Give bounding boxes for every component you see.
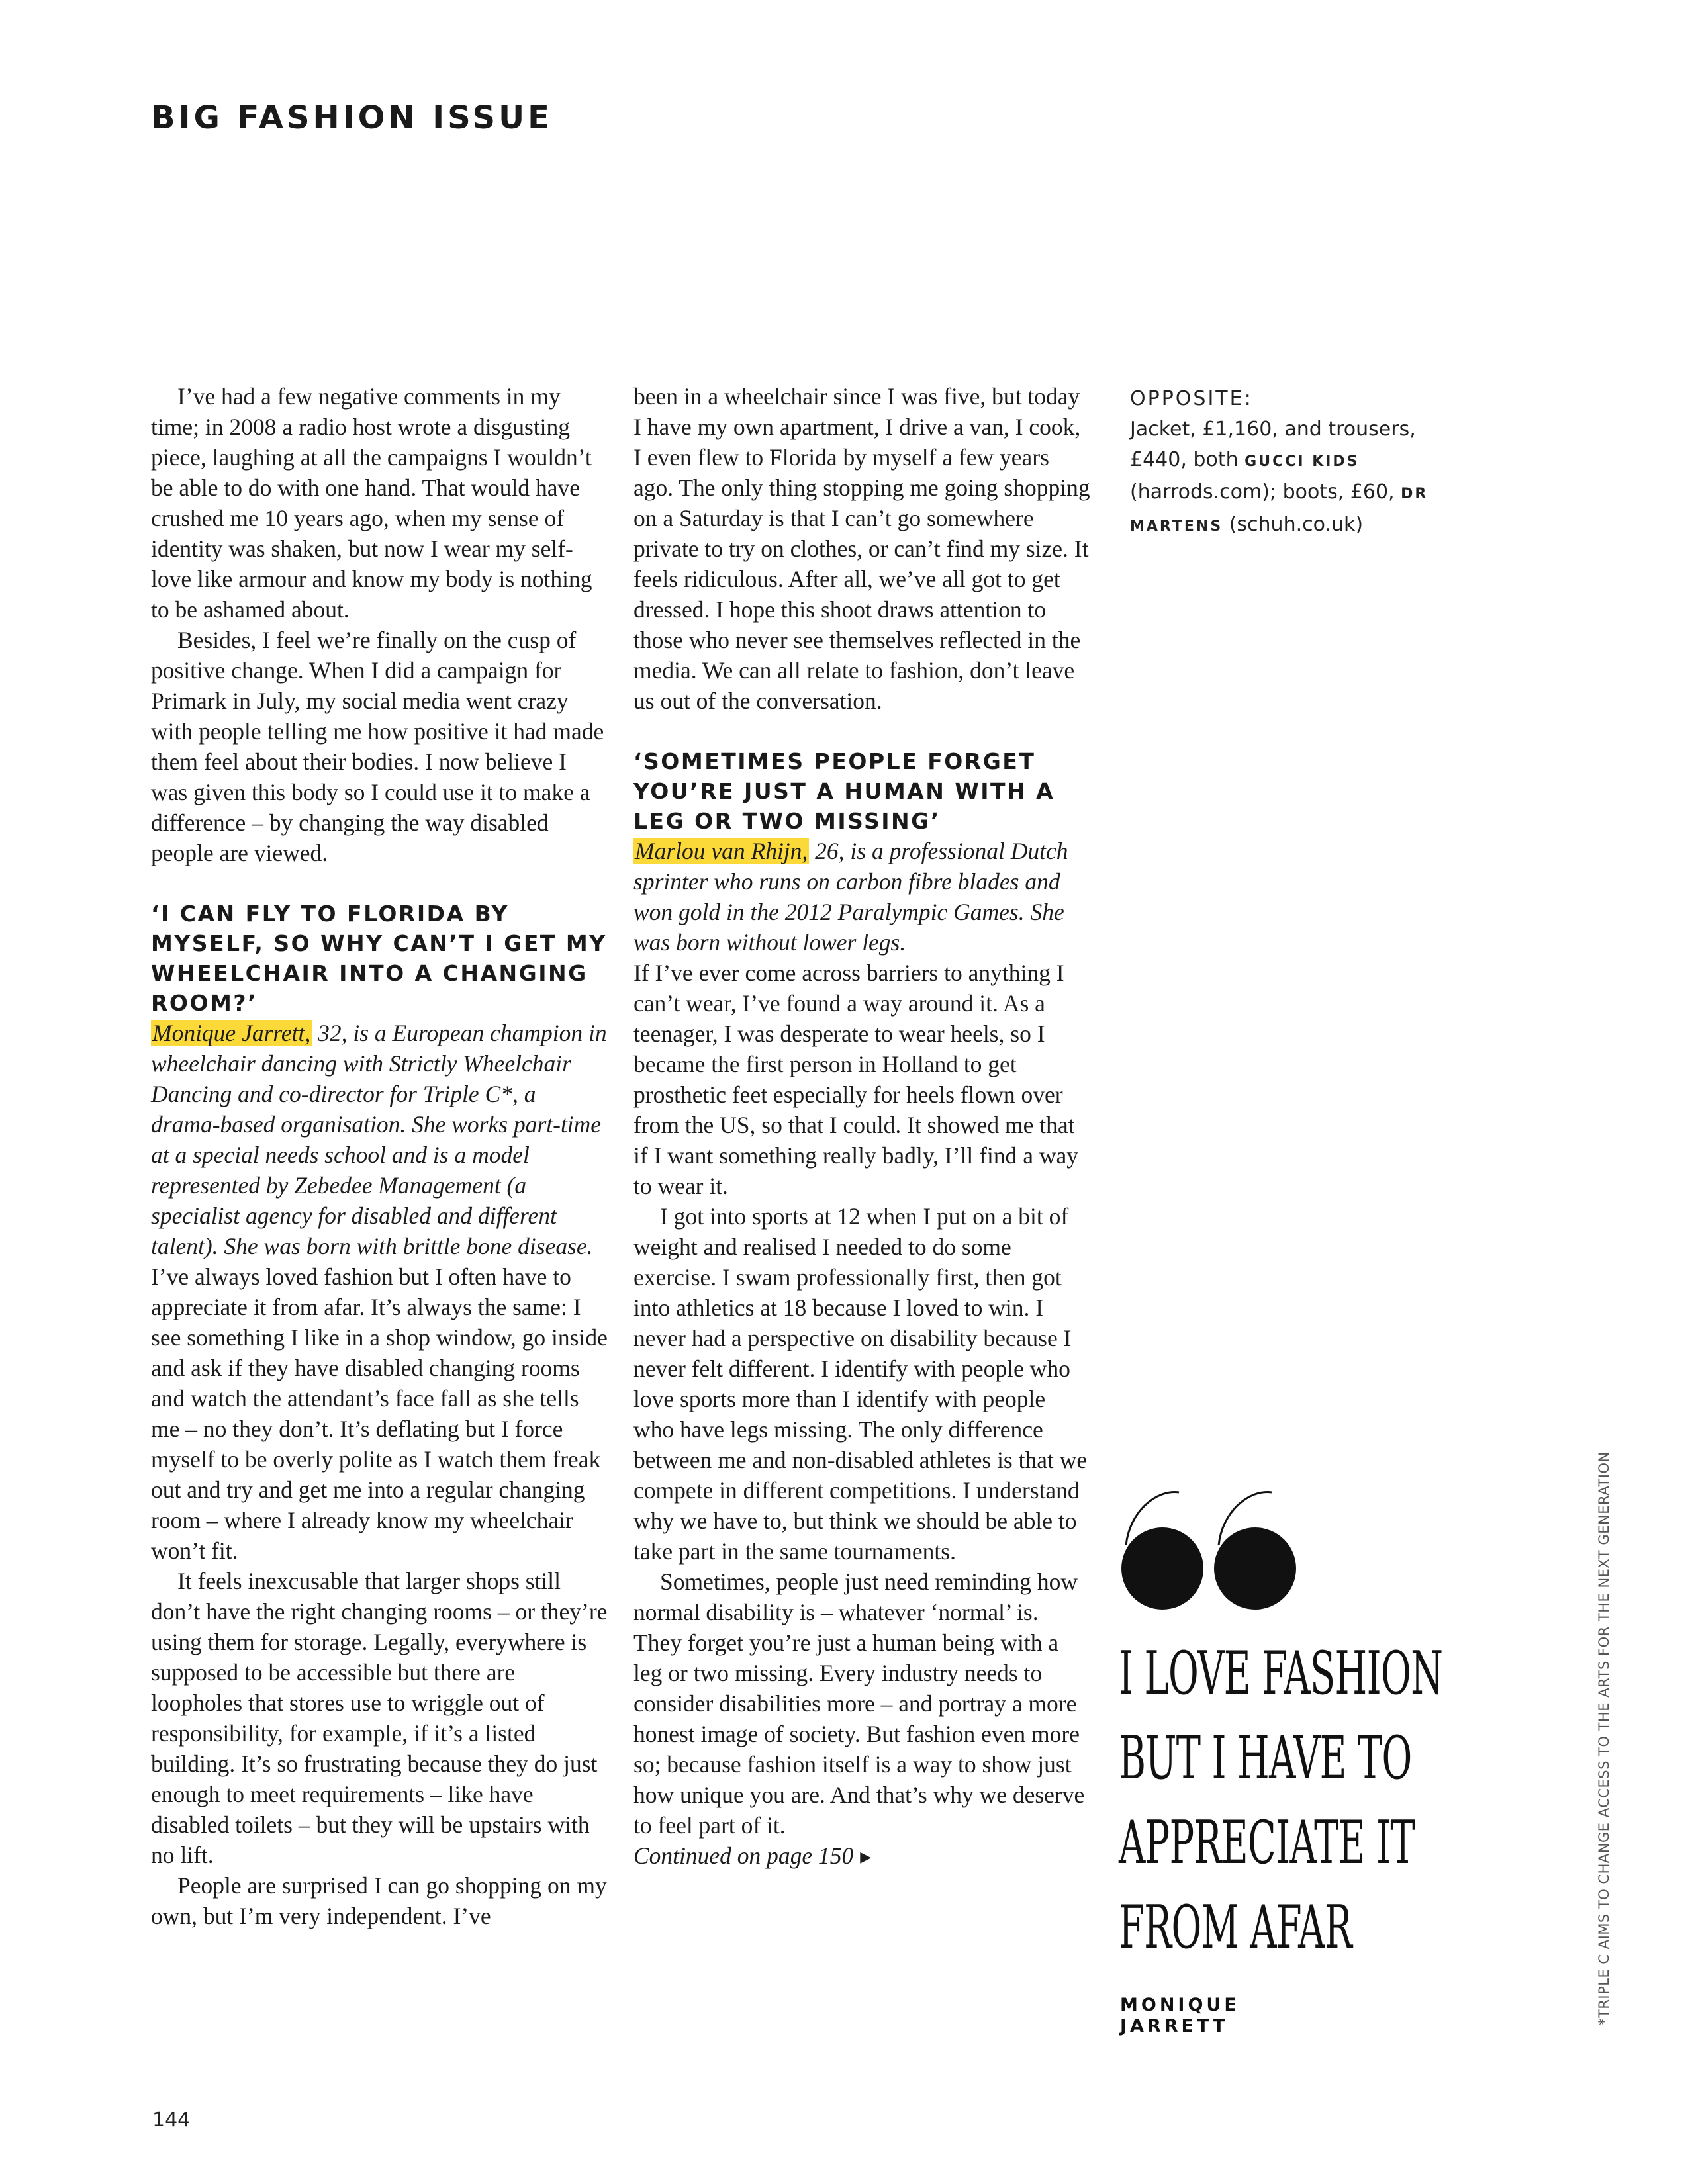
paragraph: Besides, I feel we’re finally on the cusp of positive change. When I did a campaign for Primark in July, my social media went crazy with people telling me how positive it had made them feel about their bodies. I now believe I was given this body so I could use it to make a difference – by changing the way disabled people are viewed. bbox=[151, 627, 604, 866]
pull-quote-line: BUT I HAVE TO bbox=[1119, 1723, 1412, 1793]
intro-marlou bbox=[633, 836, 1090, 958]
continued-text: Continued on page 150 bbox=[633, 1843, 854, 1869]
highlighted-name: Marlou van Rhijn, bbox=[635, 838, 808, 864]
intro-text: 26, is a professional Dutch sprinter who runs on carbon fibre blades and won gold in the 2012 Paralympic Games. She was born without lower legs. bbox=[633, 838, 1068, 956]
paragraph: Sometimes, people just need reminding how normal disability is – whatever ‘normal’ is. They forget you’re just a human being with a leg or two missing. Every industry needs to consider disabilities more – and portray a more honest image of society. But fashion even more so; because fashion itself is a way to show just how unique you are. And that’s why we deserve to feel part of it. bbox=[633, 1569, 1085, 1839]
paragraph: I got into sports at 12 when I put on a bit of weight and realised I needed to do some exercise. I swam professionally first, then got into athletics at 18 because I loved to win. I never had a perspective on disability because I never felt different. I identify with people who love sports more than I identify with people who have legs missing. The only difference between me and non-disabled athletes is that we compete in different competitions. I understand why we have to, but think we should be able to take part in the same tournaments. bbox=[633, 1203, 1088, 1565]
paragraph: It feels inexcusable that larger shops still don’t have the right changing rooms – or they’re using them for storage. Legally, everywhere is supposed to be accessible but there are loopholes that stores use to wriggle out of responsibility, for example, if it’s a listed building. It’s so frustrating because they do just enough to meet requirements – like have disabled toilets – but they will be upstairs with no lift. bbox=[151, 1568, 608, 1868]
continued-link[interactable] bbox=[633, 1841, 1090, 1872]
pull-quote-line: FROM AFAR bbox=[1119, 1893, 1352, 1962]
brand-gucci-kids: GUCCI KIDS bbox=[1244, 453, 1360, 470]
pull-quote-line: APPRECIATE IT bbox=[1119, 1808, 1415, 1878]
subheading-marlou: ‘SOMETIMES PEOPLE FORGET YOU’RE JUST A HUMAN WITH A LEG OR TWO MISSING’ bbox=[633, 749, 1055, 834]
caption-heading: OPPOSITE: bbox=[1130, 387, 1253, 410]
arrow-right-icon: ▶ bbox=[860, 1848, 872, 1865]
paragraph: been in a wheelchair since I was five, but today I have my own apartment, I drive a van, I cook, I even flew to Florida by myself a few years ago. The only thing stopping me going shopping on a Saturday is that I can’t go somewhere private to try on clothes, or can’t find my size. It feels ridiculous. After all, we’ve all got to get dressed. I hope this shoot draws attention to those who never see themselves reflected in the media. We can all relate to fashion, don’t leave us out of the conversation. bbox=[633, 383, 1090, 714]
caption-text: Jacket, £1,160, and trousers, £440, both GUCCI KIDS (harrods.com); boots, £60, DR MARTENS (schuh.co.uk) bbox=[1130, 418, 1429, 536]
highlighted-name: Monique Jarrett, bbox=[152, 1020, 311, 1046]
photo-caption bbox=[1130, 384, 1441, 542]
paragraph: I’ve had a few negative comments in my time; in 2008 a radio host wrote a disgusting piece, laughing at all the campaigns I wouldn’t be able to do with one hand. That would have crushed me 10 years ago, when my sense of identity was shaken, but now I wear my self-love like armour and know my body is nothing to be ashamed about. bbox=[151, 383, 592, 623]
page-number: 144 bbox=[152, 2109, 191, 2132]
intro-monique bbox=[151, 1018, 608, 1261]
brand-dr-martens: DR MARTENS bbox=[1130, 486, 1429, 535]
paragraph: People are surprised I can go shopping on my own, but I’m very independent. I’ve bbox=[151, 1872, 607, 1929]
paragraph: If I’ve ever come across barriers to anything I can’t wear, I’ve found a way around it. As a teenager, I was desperate to wear heels, so I became the first person in Holland to get prosthetic feet especially for heels flown over from the US, so that I could. It showed me that if I want something really badly, I’ll find a way to wear it. bbox=[633, 960, 1079, 1199]
pull-quote bbox=[1119, 1631, 1443, 1970]
article-column-left bbox=[151, 381, 608, 1931]
quote-mark-icon bbox=[1116, 1473, 1315, 1625]
paragraph: I’ve always loved fashion but I often have to appreciate it from afar. It’s always the same: I see something I like in a shop window, go inside and ask if they have disabled changing rooms and watch the attendant’s face fall as she tells me – no they don’t. It’s deflating but I force myself to be overly polite as I watch them freak out and try and get me into a regular changing room – where I already know my wheelchair won’t fit. bbox=[151, 1263, 608, 1564]
intro-text: 32, is a European champion in wheelchair dancing with Strictly Wheelchair Dancing and co-director for Triple C*, a drama-based organisation. She works part-time at a special needs school and is a model represented by Zebedee Management (a specialist agency for disabled and different talent). She was born with brittle bone disease. bbox=[151, 1020, 607, 1259]
article-column-middle bbox=[633, 381, 1090, 1872]
side-footnote: *TRIPLE C AIMS TO CHANGE ACCESS TO THE ARTS FOR THE NEXT GENERATION bbox=[1596, 1451, 1612, 2025]
subheading-monique: ‘I CAN FLY TO FLORIDA BY MYSELF, SO WHY CAN’T I GET MY WHEELCHAIR INTO A CHANGING ROOM?’ bbox=[151, 901, 607, 1016]
section-title: BIG FASHION ISSUE bbox=[151, 99, 553, 136]
pull-quote-line: I LOVE FASHION bbox=[1119, 1639, 1443, 1708]
quote-attribution: MONIQUE JARRETT bbox=[1120, 1995, 1240, 2036]
